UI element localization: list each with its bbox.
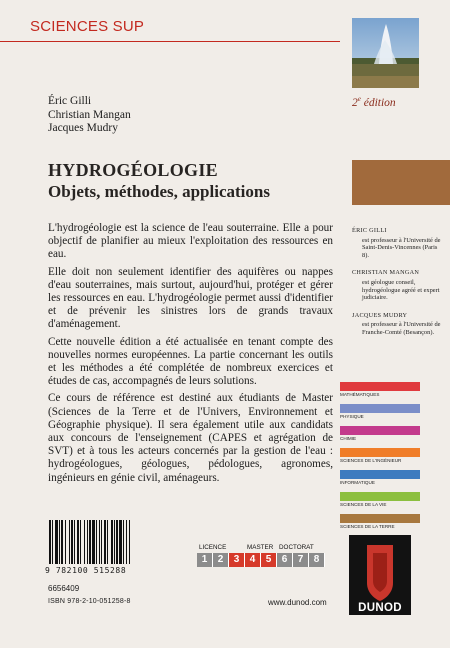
barcode-bar	[61, 520, 63, 564]
barcode-bar	[123, 520, 124, 564]
author-name: Jacques Mudry	[48, 122, 118, 134]
author-bio	[352, 227, 442, 259]
author-name: Christian Mangan	[48, 108, 131, 121]
discipline-label: SCIENCES DE LA VIE	[340, 502, 387, 507]
description-paragraph: Cette nouvelle édition a été actualisée en tenant compte des nouvelles normes européennes. La partie concernant les outils et les méthodes a été complétée de nombreux exercices et études de cas, accompagnés de leurs solutions.	[48, 335, 333, 388]
level-cell: 4	[245, 553, 261, 567]
discipline-color-bar	[340, 448, 420, 457]
barcode-bar	[49, 520, 51, 564]
bio-description: est professeur à l'Université de Franche-Comté (Besançon).	[362, 321, 441, 336]
barcode-bar	[96, 520, 97, 564]
isbn: ISBN 978-2-10-051258-8	[48, 598, 131, 605]
discipline-item	[340, 448, 420, 470]
level-cell: 3	[229, 553, 245, 567]
barcode-bar	[92, 520, 95, 564]
barcode-bar	[69, 520, 70, 564]
bio-description: est géologue conseil, hydrogéologue agréé et expert judiciaire.	[362, 278, 440, 302]
product-code: 6656409	[48, 584, 80, 593]
discipline-label: MATHÉMATIQUES	[340, 392, 380, 397]
description-paragraph: Elle doit non seulement identifier des aquifères ou nappes d'eau souterraines, mais surtout, aujourd'hui, protéger et gérer les ressources en eau. L'hydrogéologie permet aussi d'identifier et de prévenir les sinistres lors de grands travaux d'aménagement.	[48, 265, 333, 331]
barcode-bar	[99, 520, 100, 564]
level-cell: 1	[197, 553, 213, 567]
barcode-bar	[87, 520, 88, 564]
book-subtitle: Objets, méthodes, applications	[48, 182, 270, 201]
barcode-bar	[77, 520, 79, 564]
discipline-label: CHIMIE	[340, 436, 357, 441]
cover-photo-geyser	[352, 18, 419, 88]
barcode-bar	[129, 520, 130, 564]
author-bio	[352, 312, 442, 337]
level-label-doctorat: DOCTORAT	[279, 544, 314, 551]
barcode-bar	[101, 520, 102, 564]
level-cell: 7	[293, 553, 309, 567]
discipline-item	[340, 426, 420, 448]
level-cell: 2	[213, 553, 229, 567]
barcode-bar	[71, 520, 73, 564]
discipline-color-bar	[340, 382, 420, 391]
author-bio	[352, 269, 442, 301]
author-name: Éric Gilli	[48, 95, 92, 107]
discipline-color-bar	[340, 492, 420, 501]
bio-name: JACQUES MUDRY	[352, 311, 408, 319]
discipline-label: PHYSIQUE	[340, 414, 364, 419]
edition-label: 2e édition	[352, 95, 396, 109]
barcode-bar	[111, 520, 113, 564]
series-divider	[0, 41, 340, 42]
level-labels	[197, 544, 325, 552]
barcode-bar	[84, 520, 85, 564]
level-label-master: MASTER	[247, 544, 274, 551]
discipline-item	[340, 514, 420, 536]
discipline-item	[340, 492, 420, 514]
discipline-item	[340, 470, 420, 492]
study-level-scale	[197, 553, 325, 567]
level-label-licence: LICENCE	[199, 544, 227, 551]
book-title: HYDROGÉOLOGIE	[48, 160, 218, 180]
decorative-color-band	[352, 160, 450, 205]
barcode-bar	[59, 520, 60, 564]
discipline-label: INFORMATIQUE	[340, 480, 375, 485]
description-paragraph: L'hydrogéologie est la science de l'eau souterraine. Elle a pour objectif de planifier au mieux l'exploitation des ressources en eau.	[48, 222, 333, 261]
author-list	[48, 95, 131, 136]
discipline-color-index	[340, 382, 420, 536]
description-paragraph: Ce cours de référence est destiné aux étudiants de Master (Sciences de la Terre et de l'Univers, Environnement et Géographie physique). Il sera également utile aux candidats aux concours de l'enseignement (CAPES et agrégation de SVT) et à tous les acteurs concernés par la gestion de l'eau : hydrogéologues, géologues, pédologues, agronomes, ingénieurs en génie civil, aménageurs.	[48, 392, 333, 484]
bio-name: ÉRIC GILLI	[352, 227, 387, 234]
level-cell: 8	[309, 553, 325, 567]
bio-description: est professeur à l'Université de Saint-Denis-Vincennes (Paris 8).	[362, 236, 441, 259]
barcode	[48, 520, 132, 564]
barcode-bar	[104, 520, 106, 564]
barcode-bar	[89, 520, 91, 564]
barcode-bar	[116, 520, 118, 564]
discipline-label: SCIENCES DE L'INGÉNIEUR	[340, 458, 402, 463]
barcode-bar	[74, 520, 75, 564]
publisher-website: www.dunod.com	[268, 598, 327, 607]
discipline-color-bar	[340, 404, 420, 413]
series-name: SCIENCES SUP	[30, 18, 145, 35]
barcode-bar	[80, 520, 81, 564]
level-cell: 5	[261, 553, 277, 567]
barcode-bar	[126, 520, 127, 564]
level-cell: 6	[277, 553, 293, 567]
bio-name: CHRISTIAN MANGAN	[352, 269, 420, 277]
author-bios	[352, 227, 442, 347]
barcode-bar	[65, 520, 66, 564]
barcode-bar	[52, 520, 53, 564]
barcode-bar	[55, 520, 58, 564]
discipline-label: SCIENCES DE LA TERRE	[340, 524, 395, 529]
publisher-name: DUNOD	[358, 602, 402, 614]
barcode-number: 9 782100 515288	[45, 566, 127, 575]
discipline-color-bar	[340, 470, 420, 479]
book-description	[48, 222, 333, 489]
discipline-item	[340, 404, 420, 426]
barcode-bar	[107, 520, 108, 564]
discipline-color-bar	[340, 514, 420, 523]
discipline-color-bar	[340, 426, 420, 435]
barcode-bar	[114, 520, 115, 564]
barcode-bar	[119, 520, 122, 564]
discipline-item	[340, 382, 420, 404]
